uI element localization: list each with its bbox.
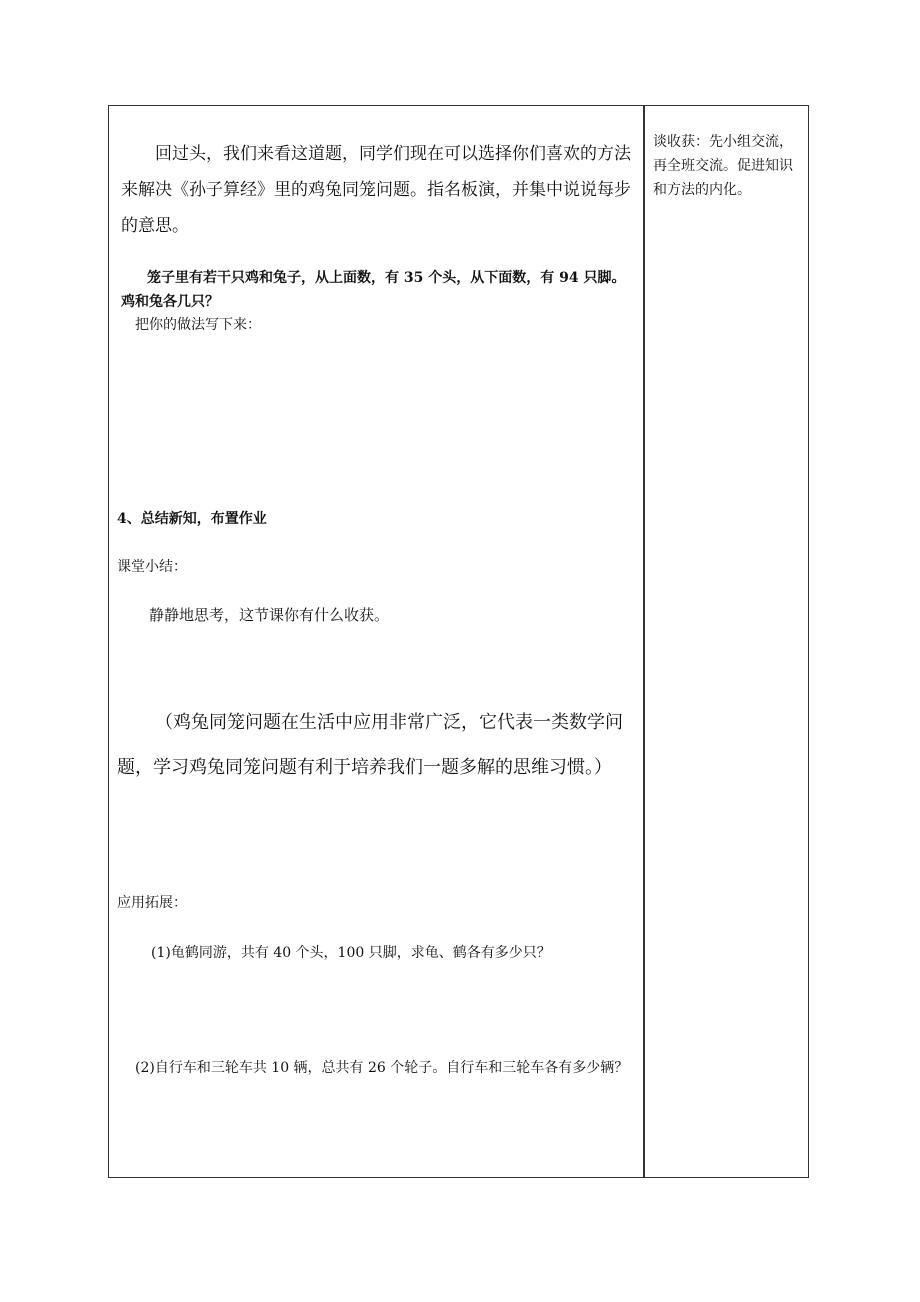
section-heading: 4、总结新知，布置作业 xyxy=(117,511,267,527)
main-column xyxy=(109,106,643,1177)
question-2-text: (2)自行车和三轮车共 10 辆，总共有 26 个轮子。自行车和三轮车各有多少辆？ xyxy=(135,1060,629,1076)
question-1: (1)龟鹤同游，共有 40 个头，100 只脚，求龟、鹤各有多少只？ xyxy=(151,945,551,961)
side-note: 谈收获：先小组交流，再全班交流。促进知识和方法的内化。 xyxy=(653,134,793,198)
side-column xyxy=(645,106,810,1177)
summary-label: 课堂小结： xyxy=(117,559,187,575)
lesson-table xyxy=(108,105,809,1178)
problem-statement xyxy=(121,266,637,314)
summary-note xyxy=(117,700,637,790)
intro-paragraph xyxy=(121,136,637,244)
reflect-prompt: 静静地思考，这节课你有什么收获。 xyxy=(149,606,390,624)
extension-label: 应用拓展： xyxy=(117,895,187,911)
question-2 xyxy=(117,1056,637,1080)
intro-text: 回过头，我们来看这道题，同学们现在可以选择你们喜欢的方法来解决《孙子算经》里的鸡兔同笼问题。指名板演，并集中说说每步的意思。 xyxy=(121,144,631,236)
problem-text: 笼子里有若干只鸡和兔子，从上面数，有 35 个头，从下面数，有 94 只脚。鸡和兔各几只？ xyxy=(121,270,626,310)
write-prompt: 把你的做法写下来： xyxy=(135,317,261,333)
summary-note-text: （鸡兔同笼问题在生活中应用非常广泛，它代表一类数学问题，学习鸡兔同笼问题有利于培养我们一题多解的思维习惯。） xyxy=(117,712,623,778)
